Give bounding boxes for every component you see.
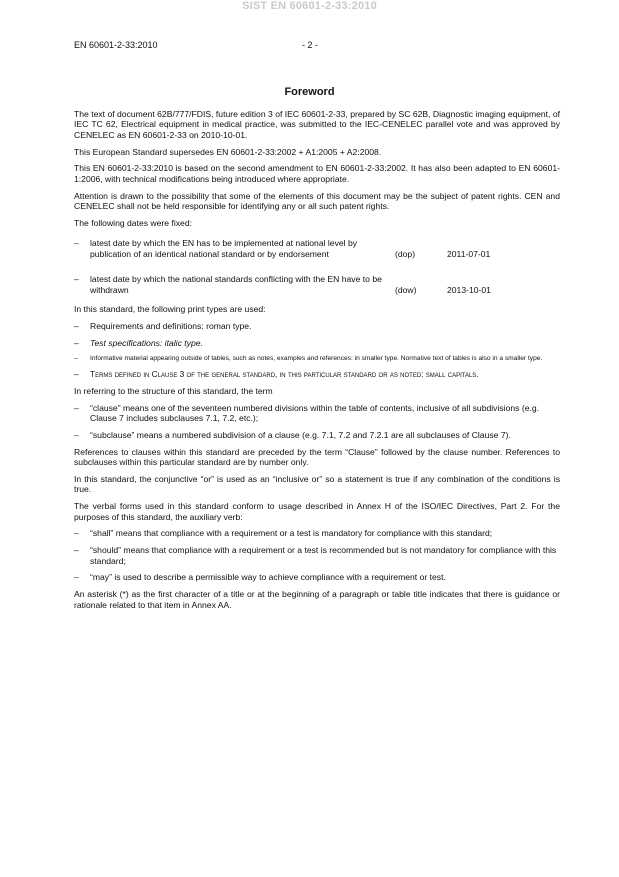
- header-standard-number: EN 60601-2-33:2010: [74, 40, 158, 50]
- print-type-roman: Requirements and definitions: roman type.: [90, 321, 252, 332]
- paragraph-dates-intro: The following dates were fixed:: [74, 217, 192, 228]
- dash-marker: –: [74, 572, 79, 583]
- header-page-number: - 2 -: [302, 40, 319, 50]
- dash-marker: –: [74, 238, 79, 249]
- paragraph-references: References to clauses within this standard are preceded by the term “Clause” followed by the clause number. References to subclauses within this particular standard are by number only.: [74, 446, 560, 468]
- dash-marker: –: [74, 337, 79, 348]
- dash-marker: –: [74, 274, 79, 285]
- date-value: 2013-10-01: [447, 284, 491, 295]
- paragraph-inclusive-or: In this standard, the conjunctive “or” is used as an “inclusive or” so a statement is true if any combination of the conditions is true.: [74, 474, 560, 495]
- paragraph-fdis: The text of document 62B/777/FDIS, future edition 3 of IEC 60601-2-33, prepared by SC 62B, Diagnostic imaging equipment, of IEC TC 62, Electrical equipment in medical practice, was submitted to the IEC-CENELEC parallel vote and was approved by CENELEC as EN 60601-2-33 on 2010-10-01.: [74, 109, 560, 140]
- dash-marker: –: [74, 528, 79, 539]
- list-item: [74, 338, 560, 348]
- paragraph-patent: Attention is drawn to the possibility that some of the elements of this document may be the subject of patent rights. CEN and CENELEC shall not be held responsible for identifying any or all such patent rights.: [74, 190, 560, 212]
- term-clause: “clause” means one of the seventeen numbered divisions within the table of contents, inclusive of all subdivisions (e.g. Clause 7 includes subclauses 7.1, 7.2, etc.);: [90, 402, 540, 424]
- paragraph-supersedes: This European Standard supersedes EN 60601-2-33:2002 + A1:2005 + A2:2008.: [74, 146, 382, 157]
- page-title: Foreword: [284, 86, 335, 98]
- print-type-small-capitals: Terms defined in Clause 3 of the general standard, in this particular standard or as noted: small capitals.: [90, 369, 479, 380]
- paragraph-print-types-intro: In this standard, the following print types are used:: [74, 304, 266, 315]
- list-item: [74, 355, 560, 363]
- verb-shall: “shall” means that compliance with a requirement or a test is mandatory for compliance with this standard;: [90, 528, 493, 539]
- print-type-smaller: Informative material appearing outside of tables, such as notes, examples and references: in smaller type. Normative text of tables is also in a smaller type.: [90, 354, 543, 362]
- list-item: [74, 430, 560, 440]
- verb-may: “may” is used to describe a permissible way to achieve compliance with a requirement or test.: [90, 572, 446, 583]
- watermark: SIST EN 60601-2-33:2010: [242, 0, 377, 12]
- list-item: [74, 572, 560, 582]
- dash-marker: –: [74, 354, 78, 362]
- list-item: [74, 321, 560, 331]
- date-code: (dow): [395, 284, 417, 295]
- list-item: [74, 369, 560, 379]
- verb-should: “should” means that compliance with a requirement or a test is recommended but is not mandatory for compliance with this standard;: [90, 545, 557, 566]
- paragraph-structure-intro: In referring to the structure of this standard, the term: [74, 386, 273, 397]
- print-type-italic: Test specifications: italic type.: [90, 337, 203, 348]
- date-item-dop: [74, 238, 560, 259]
- date-text: latest date by which the EN has to be implemented at national level by publication of an identical national standard or by endorsement: [90, 238, 358, 259]
- date-code: (dop): [395, 248, 416, 259]
- term-subclause: “subclause” means a numbered subdivision of a clause (e.g. 7.1, 7.2 and 7.2.1 are all subclauses of Clause 7).: [90, 430, 511, 441]
- paragraph-verbal-forms: The verbal forms used in this standard conform to usage described in Annex H of the ISO/IEC Directives, Part 2. For the purposes of this standard, the auxiliary verb:: [74, 501, 560, 522]
- list-item: [74, 403, 560, 424]
- dash-marker: –: [74, 545, 79, 556]
- dash-marker: –: [74, 402, 79, 413]
- date-item-dow: [74, 274, 560, 295]
- dash-marker: –: [74, 321, 79, 332]
- dash-marker: –: [74, 430, 79, 441]
- list-item: [74, 545, 560, 566]
- list-item: [74, 528, 560, 538]
- paragraph-basis: This EN 60601-2-33:2010 is based on the second amendment to EN 60601-2-33:2002. It has also been adapted to EN 60601-1:2006, with technical modifications being introduced where appropriate.: [74, 163, 560, 184]
- paragraph-asterisk: An asterisk (*) as the first character of a title or at the beginning of a paragraph or table title indicates that there is guidance or rationale related to that item in Annex AA.: [74, 589, 560, 610]
- date-value: 2011-07-01: [447, 248, 491, 259]
- date-text: latest date by which the national standards conflicting with the EN have to be withdrawn: [90, 274, 382, 295]
- document-body: [74, 109, 560, 616]
- dash-marker: –: [74, 369, 79, 380]
